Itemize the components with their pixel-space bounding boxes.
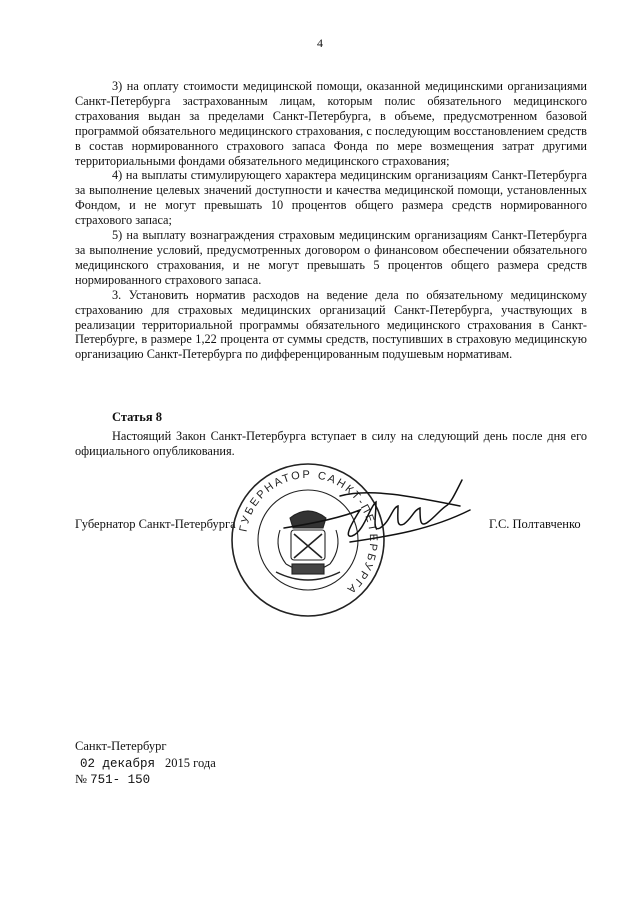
handwritten-signature — [280, 466, 480, 566]
paragraph-item-5: 5) на выплату вознаграждения страховым медицинским организациям Санкт-Петербурга за выполнение условий, предусмотренных договором о финансовом обеспечении обязательного медицинского страхования, и не могут превышать 5 процентов общего размера средств нормированного страхового запаса. — [75, 228, 587, 287]
article-title: Статья 8 — [112, 410, 162, 424]
paragraph-clause-3: 3. Установить норматив расходов на ведение дела по обязательному медицинскому страхованию для страховых медицинских организаций Санкт-Петербурга, участвующих в реализации территориальной программы обязательного медицинского страхования в Санкт-Петербурге, в размере 1,22 процента от суммы средств, поступивших в страховую медицинскую организацию Санкт-Петербурга по дифференцированным подушевым нормативам. — [75, 287, 587, 362]
signature-position: Губернатор Санкт-Петербурга — [75, 517, 236, 531]
document-body — [75, 79, 587, 362]
number-sign: № — [75, 772, 87, 786]
footer-date — [80, 756, 216, 771]
footer-city: Санкт-Петербург — [75, 739, 167, 753]
paragraph-item-3: 3) на оплату стоимости медицинской помощи, оказанной медицинскими организациями Санкт-Петербурга застрахованным лицам, которым полис обязательного медицинского страхования выдан за пределами Санкт-Петербурга, в объеме, предусмотренном базовой программой обязательного медицинского страхования, с последующим восстановлением средств в состав нормированного страхового запаса Фонда по мере возмещения затрат другими территориальными фондами обязательного медицинского страхования; — [75, 79, 587, 168]
signatory-name: Г.С. Полтавченко — [489, 517, 581, 531]
paragraph-item-4: 4) на выплаты стимулирующего характера медицинским организациям Санкт-Петербурга за выполнение целевых значений доступности и качества медицинской помощи, установленных Фондом, и не могут превышать 10 процентов общего размера средств нормированного страхового запаса; — [75, 168, 587, 228]
footer-law-number — [75, 772, 150, 787]
date-day-month: 02 декабря — [80, 757, 156, 771]
svg-text:ГУБЕРНАТОР САНКТ-ПЕТЕРБУРГА: ГУБЕРНАТОР САНКТ-ПЕТЕРБУРГА — [237, 468, 380, 597]
law-number: 751- 150 — [90, 773, 151, 787]
article-text: Настоящий Закон Санкт-Петербурга вступает в силу на следующий день после дня его официального опубликования. — [75, 429, 587, 458]
date-year: 2015 года — [165, 756, 216, 770]
page-number: 4 — [317, 36, 323, 50]
